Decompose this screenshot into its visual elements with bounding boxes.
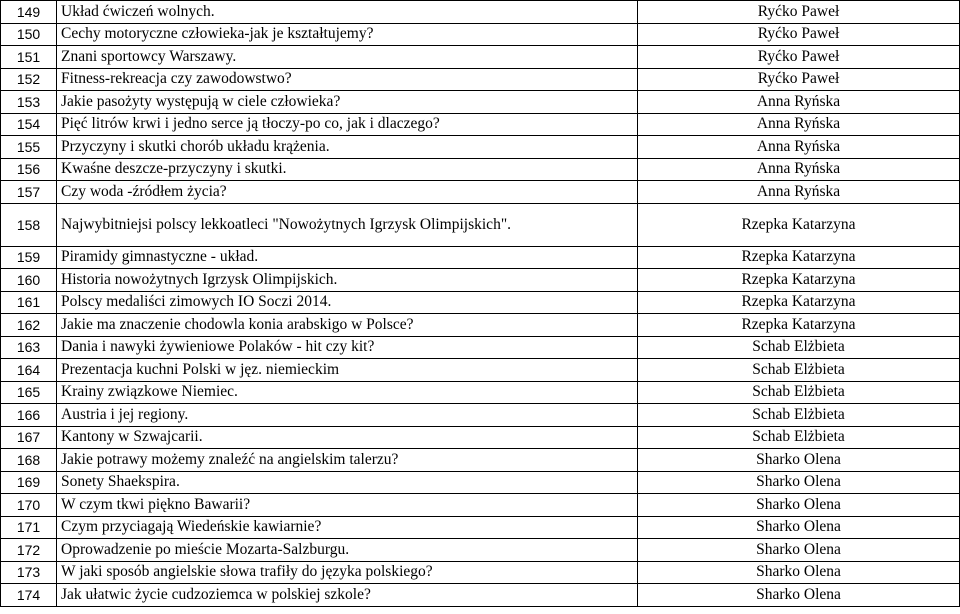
row-number: 153 — [1, 91, 57, 114]
topic-title: Dania i nawyki żywieniowe Polaków - hit czy kit? — [57, 336, 638, 359]
topic-title: Historia nowożytnych Igrzysk Olimpijskich. — [57, 269, 638, 292]
table-row — [1, 584, 960, 607]
table-row — [1, 359, 960, 382]
topic-title: W czym tkwi piękno Bawarii? — [57, 494, 638, 517]
row-number: 156 — [1, 158, 57, 181]
row-number: 170 — [1, 494, 57, 517]
table-row — [1, 68, 960, 91]
row-number: 159 — [1, 246, 57, 269]
topic-title: Jakie pasożyty występują w ciele człowieka? — [57, 91, 638, 114]
row-number: 163 — [1, 336, 57, 359]
table-row — [1, 404, 960, 427]
table-row — [1, 449, 960, 472]
teacher-name: Schab Elżbieta — [638, 381, 960, 404]
row-number: 173 — [1, 561, 57, 584]
topic-title: Jakie ma znaczenie chodowla konia arabskigo w Polsce? — [57, 314, 638, 337]
teacher-name: Anna Ryńska — [638, 181, 960, 204]
topic-title: Przyczyny i skutki chorób układu krążenia. — [57, 136, 638, 159]
teacher-name: Sharko Olena — [638, 516, 960, 539]
row-number: 161 — [1, 291, 57, 314]
topic-title: Austria i jej regiony. — [57, 404, 638, 427]
teacher-name: Rzepka Katarzyna — [638, 291, 960, 314]
teacher-name: Anna Ryńska — [638, 136, 960, 159]
topic-title: Oprowadzenie po mieście Mozarta-Salzburgu. — [57, 539, 638, 562]
teacher-name: Schab Elżbieta — [638, 359, 960, 382]
teacher-name: Ryćko Paweł — [638, 1, 960, 24]
teacher-name: Rzepka Katarzyna — [638, 246, 960, 269]
topic-title: Jak ułatwic życie cudzoziemca w polskiej szkole? — [57, 584, 638, 607]
teacher-name: Schab Elżbieta — [638, 336, 960, 359]
table-row — [1, 516, 960, 539]
teacher-name: Anna Ryńska — [638, 91, 960, 114]
topic-title: Pięć litrów krwi i jedno serce ją tłoczy-po co, jak i dlaczego? — [57, 113, 638, 136]
topic-title: Polscy medaliści zimowych IO Soczi 2014. — [57, 291, 638, 314]
row-number: 164 — [1, 359, 57, 382]
teacher-name: Rzepka Katarzyna — [638, 314, 960, 337]
table-row — [1, 246, 960, 269]
row-number: 151 — [1, 46, 57, 69]
row-number: 155 — [1, 136, 57, 159]
table-row — [1, 181, 960, 204]
topic-title: Znani sportowcy Warszawy. — [57, 46, 638, 69]
teacher-name: Sharko Olena — [638, 561, 960, 584]
topics-table-body — [1, 1, 960, 607]
topic-title: W jaki sposób angielskie słowa trafiły do języka polskiego? — [57, 561, 638, 584]
topic-title: Kantony w Szwajcarii. — [57, 426, 638, 449]
row-number: 167 — [1, 426, 57, 449]
teacher-name: Rzepka Katarzyna — [638, 203, 960, 246]
topic-title: Jakie potrawy możemy znaleźć na angielskim talerzu? — [57, 449, 638, 472]
teacher-name: Sharko Olena — [638, 539, 960, 562]
topic-title: Czym przyciagają Wiedeńskie kawiarnie? — [57, 516, 638, 539]
row-number: 172 — [1, 539, 57, 562]
row-number: 171 — [1, 516, 57, 539]
teacher-name: Sharko Olena — [638, 494, 960, 517]
row-number: 150 — [1, 23, 57, 46]
row-number: 169 — [1, 471, 57, 494]
table-row — [1, 494, 960, 517]
row-number: 149 — [1, 1, 57, 24]
table-row — [1, 471, 960, 494]
teacher-name: Schab Elżbieta — [638, 426, 960, 449]
teacher-name: Anna Ryńska — [638, 113, 960, 136]
row-number: 174 — [1, 584, 57, 607]
topic-title: Czy woda -źródłem życia? — [57, 181, 638, 204]
table-row — [1, 381, 960, 404]
teacher-name: Sharko Olena — [638, 449, 960, 472]
table-row — [1, 314, 960, 337]
teacher-name: Ryćko Paweł — [638, 46, 960, 69]
row-number: 160 — [1, 269, 57, 292]
table-row — [1, 561, 960, 584]
row-number: 154 — [1, 113, 57, 136]
topic-title: Prezentacja kuchni Polski w jęz. niemieckim — [57, 359, 638, 382]
row-number: 166 — [1, 404, 57, 427]
table-row — [1, 91, 960, 114]
table-row — [1, 291, 960, 314]
teacher-name: Sharko Olena — [638, 471, 960, 494]
topic-title: Sonety Shaekspira. — [57, 471, 638, 494]
topic-title: Najwybitniejsi polscy lekkoatleci "Nowożytnych Igrzysk Olimpijskich". — [57, 203, 638, 246]
table-row — [1, 23, 960, 46]
row-number: 168 — [1, 449, 57, 472]
table-row — [1, 539, 960, 562]
topic-title: Krainy związkowe Niemiec. — [57, 381, 638, 404]
table-row — [1, 158, 960, 181]
table-row — [1, 203, 960, 246]
row-number: 162 — [1, 314, 57, 337]
topic-title: Fitness-rekreacja czy zawodowstwo? — [57, 68, 638, 91]
teacher-name: Ryćko Paweł — [638, 23, 960, 46]
topic-title: Układ ćwiczeń wolnych. — [57, 1, 638, 24]
topic-title: Piramidy gimnastyczne - układ. — [57, 246, 638, 269]
table-row — [1, 336, 960, 359]
teacher-name: Rzepka Katarzyna — [638, 269, 960, 292]
table-row — [1, 1, 960, 24]
topic-title: Cechy motoryczne człowieka-jak je kształtujemy? — [57, 23, 638, 46]
topic-title: Kwaśne deszcze-przyczyny i skutki. — [57, 158, 638, 181]
table-row — [1, 113, 960, 136]
teacher-name: Sharko Olena — [638, 584, 960, 607]
teacher-name: Schab Elżbieta — [638, 404, 960, 427]
row-number: 152 — [1, 68, 57, 91]
table-row — [1, 269, 960, 292]
table-row — [1, 46, 960, 69]
row-number: 158 — [1, 203, 57, 246]
row-number: 165 — [1, 381, 57, 404]
row-number: 157 — [1, 181, 57, 204]
teacher-name: Ryćko Paweł — [638, 68, 960, 91]
teacher-name: Anna Ryńska — [638, 158, 960, 181]
table-row — [1, 426, 960, 449]
table-row — [1, 136, 960, 159]
